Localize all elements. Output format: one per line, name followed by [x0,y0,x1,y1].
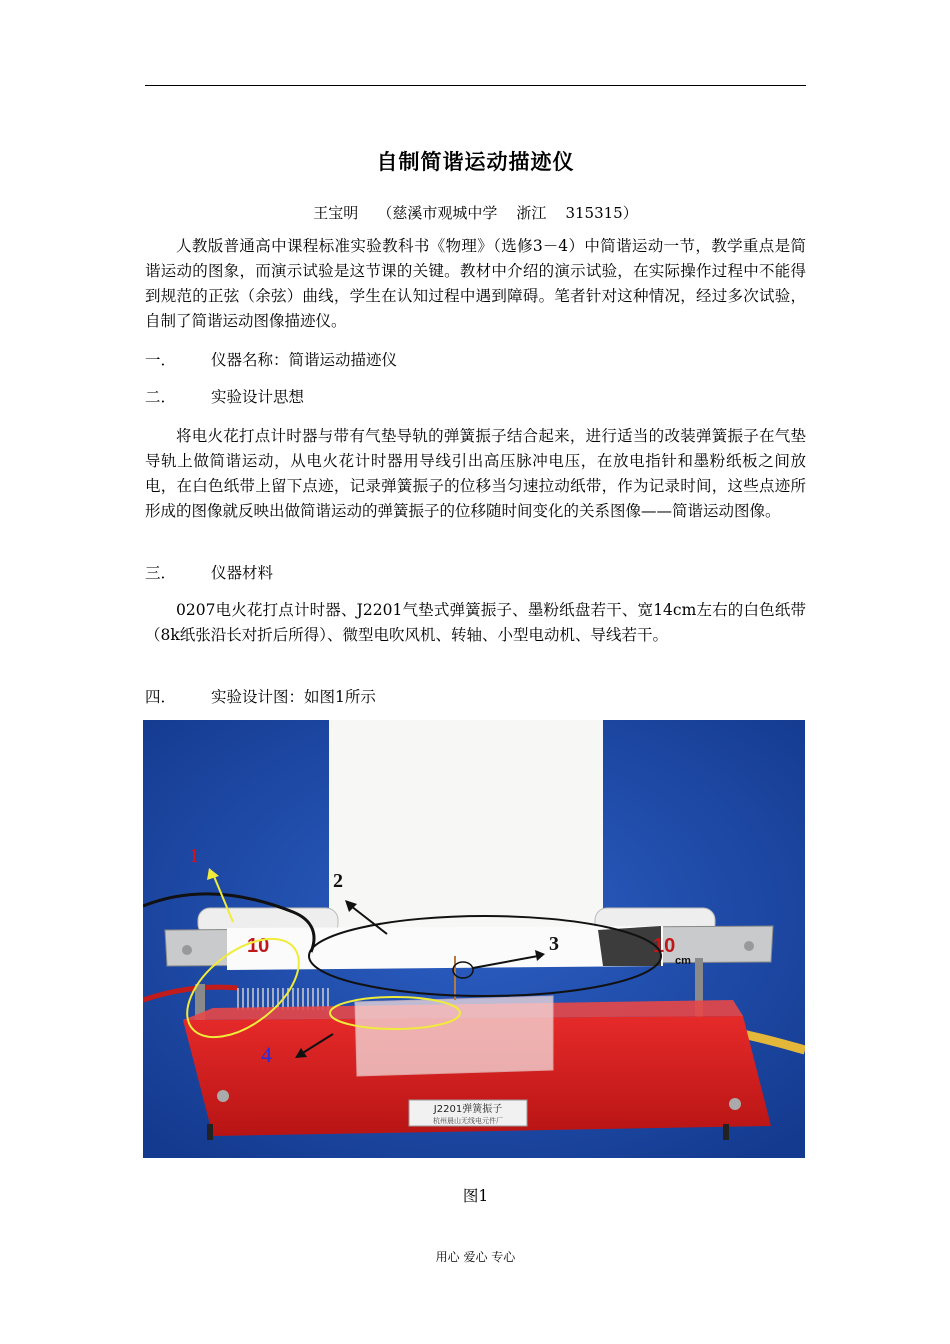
nameplate-sub: 杭州晨山无线电元件厂 [433,1117,503,1125]
section-heading-3 [145,561,273,586]
intro-paragraph: 人教版普通高中课程标准实验教科书《物理》（选修3－4）中简谐运动一节，教学重点是简谐运动的图象，而演示试验是这节课的关键。教材中介绍的演示试验，在实际操作过程中不能得到规范的正弦（余弦）曲线，学生在认知过程中遇到障碍。笔者针对这种情况，经过多次试验，自制了简谐运动图像描迹仪。 [145,237,806,330]
section-heading-2 [145,385,304,410]
section-title: 实验设计图：如图1所示 [211,688,376,706]
figure-label-4: 4 [261,1042,272,1067]
nameplate-title: J2201弹簧振子 [433,1104,503,1115]
section-title: 仪器名称：简谐运动描迹仪 [211,351,398,369]
materials-paragraph: 0207电火花打点计时器、J2201气垫式弹簧振子、墨粉纸盘若干、宽14cm左右的白色纸带（8k纸张沿长对折后所得）、微型电吹风机、转轴、小型电动机、导线若干。 [145,601,806,644]
scale-left-number: 10 [247,935,270,957]
section-number: 二． [145,388,177,406]
author-line: 王宝明 （慈溪市观城中学 浙江 315315） [313,204,638,222]
screw-icon [217,1090,229,1102]
section-number: 四． [145,688,177,706]
apparatus-photo [143,720,805,1158]
foot [723,1124,729,1140]
section-number: 一． [145,351,177,369]
scale-right-number: 10 [653,935,676,957]
scale-dark-mark [598,926,661,966]
design-paragraph: 将电火花打点计时器与带有气垫导轨的弹簧振子结合起来，进行适当的改装弹簧振子在气垫导轨上做简谐运动，从电火花计时器用导线引出高压脉冲电压，在放电指针和墨粉纸板之间放电，在白色纸带上留下点迹，记录弹簧振子的位移当匀速拉动纸带，作为记录时间，这些点迹所形成的图像就反映出做简谐运动的弹簧振子的位移随时间变化的关系图像——简谐运动图像。 [145,427,806,520]
figure-caption: 图1 [462,1187,489,1205]
figure-label-2: 2 [333,870,343,892]
scale-strip [227,926,663,970]
scale-unit: cm [675,955,691,967]
foot [207,1124,213,1140]
header-rule [145,85,806,86]
screw-icon [744,941,754,951]
screw-icon [729,1098,741,1110]
section-heading-1 [145,348,397,373]
figure-label-3: 3 [549,933,559,955]
glider [355,996,553,1076]
page-footer: 用心 爱心 专心 [435,1250,516,1264]
section-heading-4 [145,685,376,710]
screw-icon [182,945,192,955]
section-number: 三． [145,564,177,582]
section-title: 仪器材料 [211,564,274,582]
page-title: 自制简谐运动描迹仪 [376,150,575,174]
figure-label-1: 1 [189,845,199,867]
section-title: 实验设计思想 [211,388,305,406]
